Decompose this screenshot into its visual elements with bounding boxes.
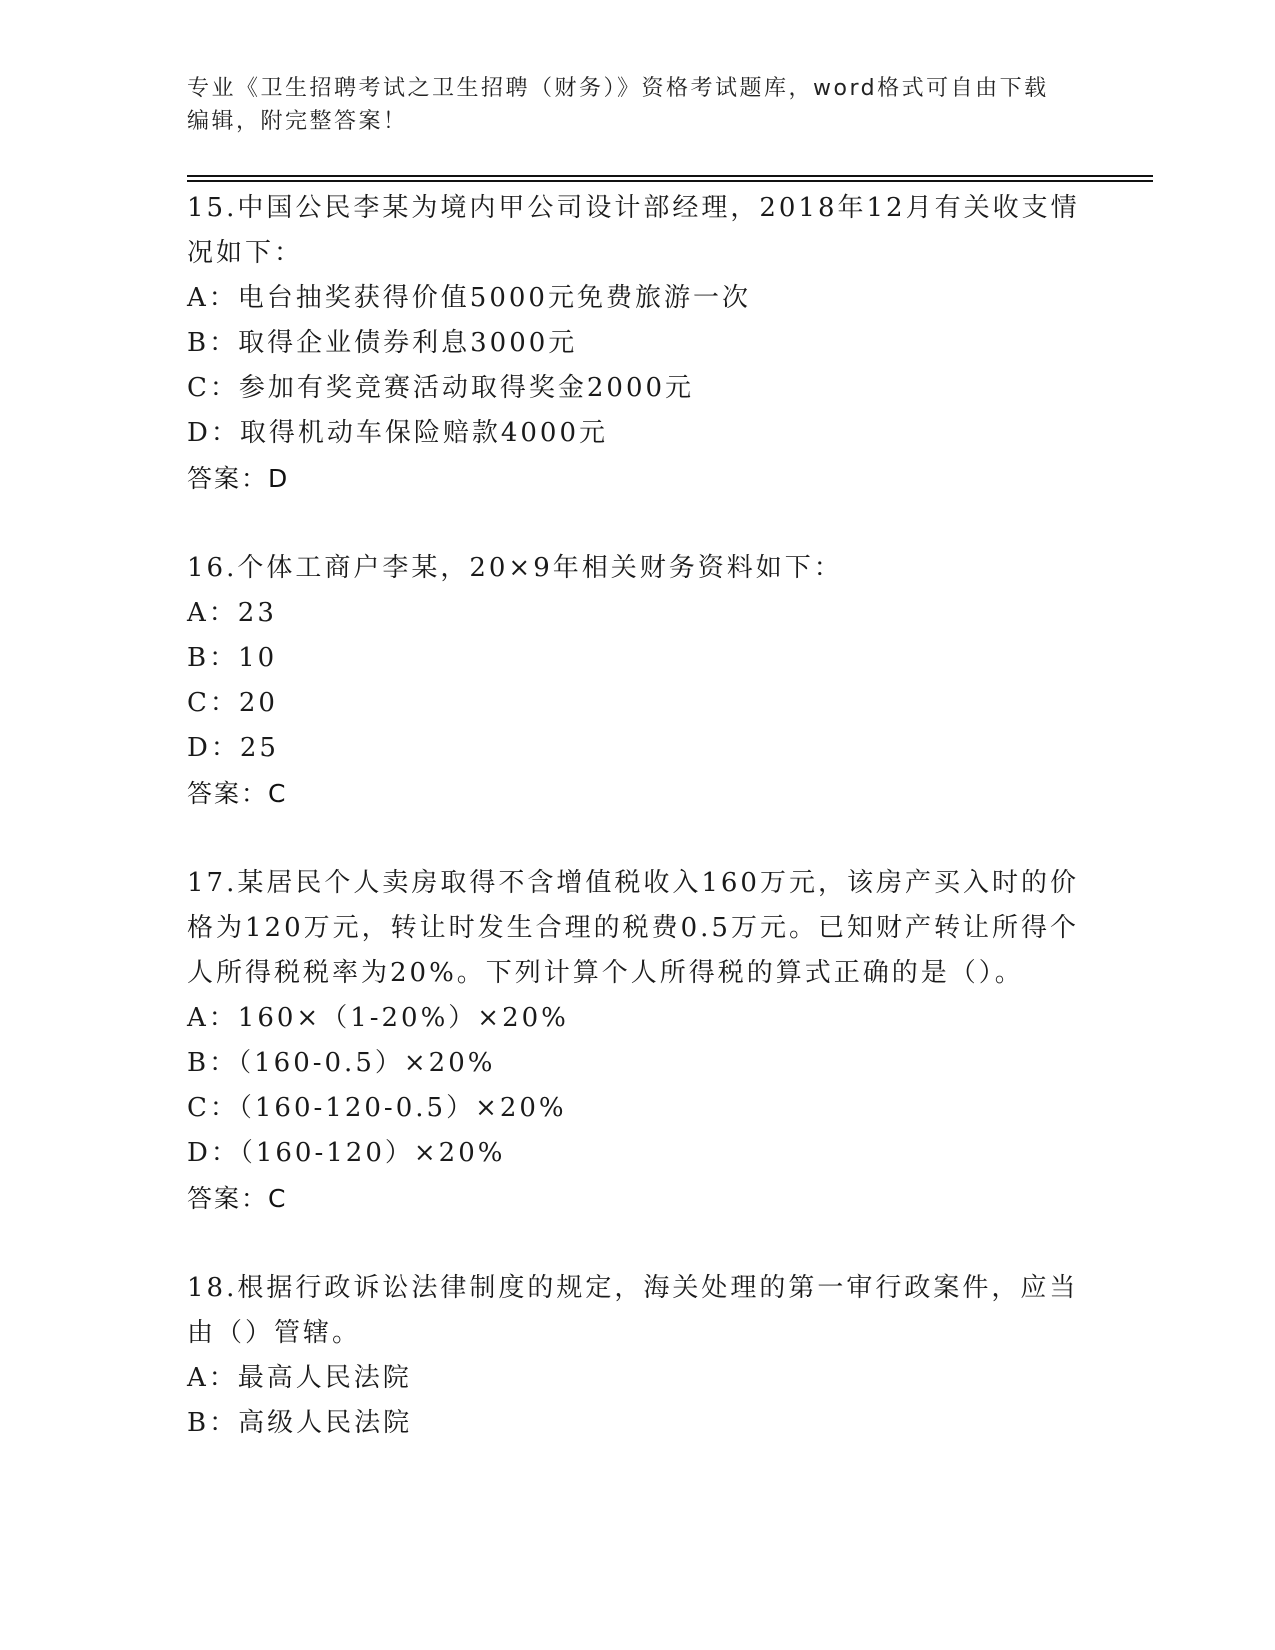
question-18: [187, 1266, 1087, 1446]
option-a: A：最高人民法院: [187, 1363, 412, 1393]
option-d: D：取得机动车保险赔款4000元: [187, 418, 609, 448]
answer-line: 答案：C: [187, 779, 288, 808]
answer-line: 答案：D: [187, 464, 290, 493]
option-c: C：（160-120-0.5）×20%: [187, 1093, 567, 1123]
option-b: B：（160-0.5）×20%: [187, 1048, 496, 1078]
question-15: [187, 186, 1087, 501]
question-stem: 17.某居民个人卖房取得不含增值税收入160万元，该房产买入时的价格为120万元，转让时发生合理的税费0.5万元。已知财产转让所得个人所得税税率为20%。下列计算个人所得税的算式正确的是（）。: [187, 868, 1079, 988]
option-a: A：160×（1-20%）×20%: [187, 1003, 569, 1033]
option-c: C：20: [187, 688, 278, 718]
answer-line: 答案：C: [187, 1184, 288, 1213]
document-header: [187, 72, 1087, 138]
option-d: D：25: [187, 733, 279, 763]
question-16: [187, 546, 1087, 816]
option-b: B：高级人民法院: [187, 1408, 413, 1438]
option-c: C：参加有奖竞赛活动取得奖金2000元: [187, 373, 695, 403]
header-rule-bottom: [187, 180, 1153, 182]
option-b: B：取得企业债券利息3000元: [187, 328, 578, 358]
question-17: [187, 861, 1087, 1221]
question-stem: 15.中国公民李某为境内甲公司设计部经理，2018年12月有关收支情况如下：: [187, 193, 1080, 268]
option-d: D：（160-120）×20%: [187, 1138, 506, 1168]
option-a: A：23: [187, 598, 277, 628]
option-a: A：电台抽奖获得价值5000元免费旅游一次: [187, 283, 751, 313]
question-stem: 18.根据行政诉讼法律制度的规定，海关处理的第一审行政案件，应当由（）管辖。: [187, 1273, 1079, 1348]
question-list: [187, 186, 1087, 1446]
option-b: B：10: [187, 643, 278, 673]
header-line-1: 专业《卫生招聘考试之卫生招聘（财务）》资格考试题库，word格式可自由下载: [187, 76, 1049, 101]
header-rule-top: [187, 175, 1153, 177]
header-line-2: 编辑，附完整答案！: [187, 109, 408, 134]
question-stem: 16.个体工商户李某，20×9年相关财务资料如下：: [187, 553, 843, 583]
